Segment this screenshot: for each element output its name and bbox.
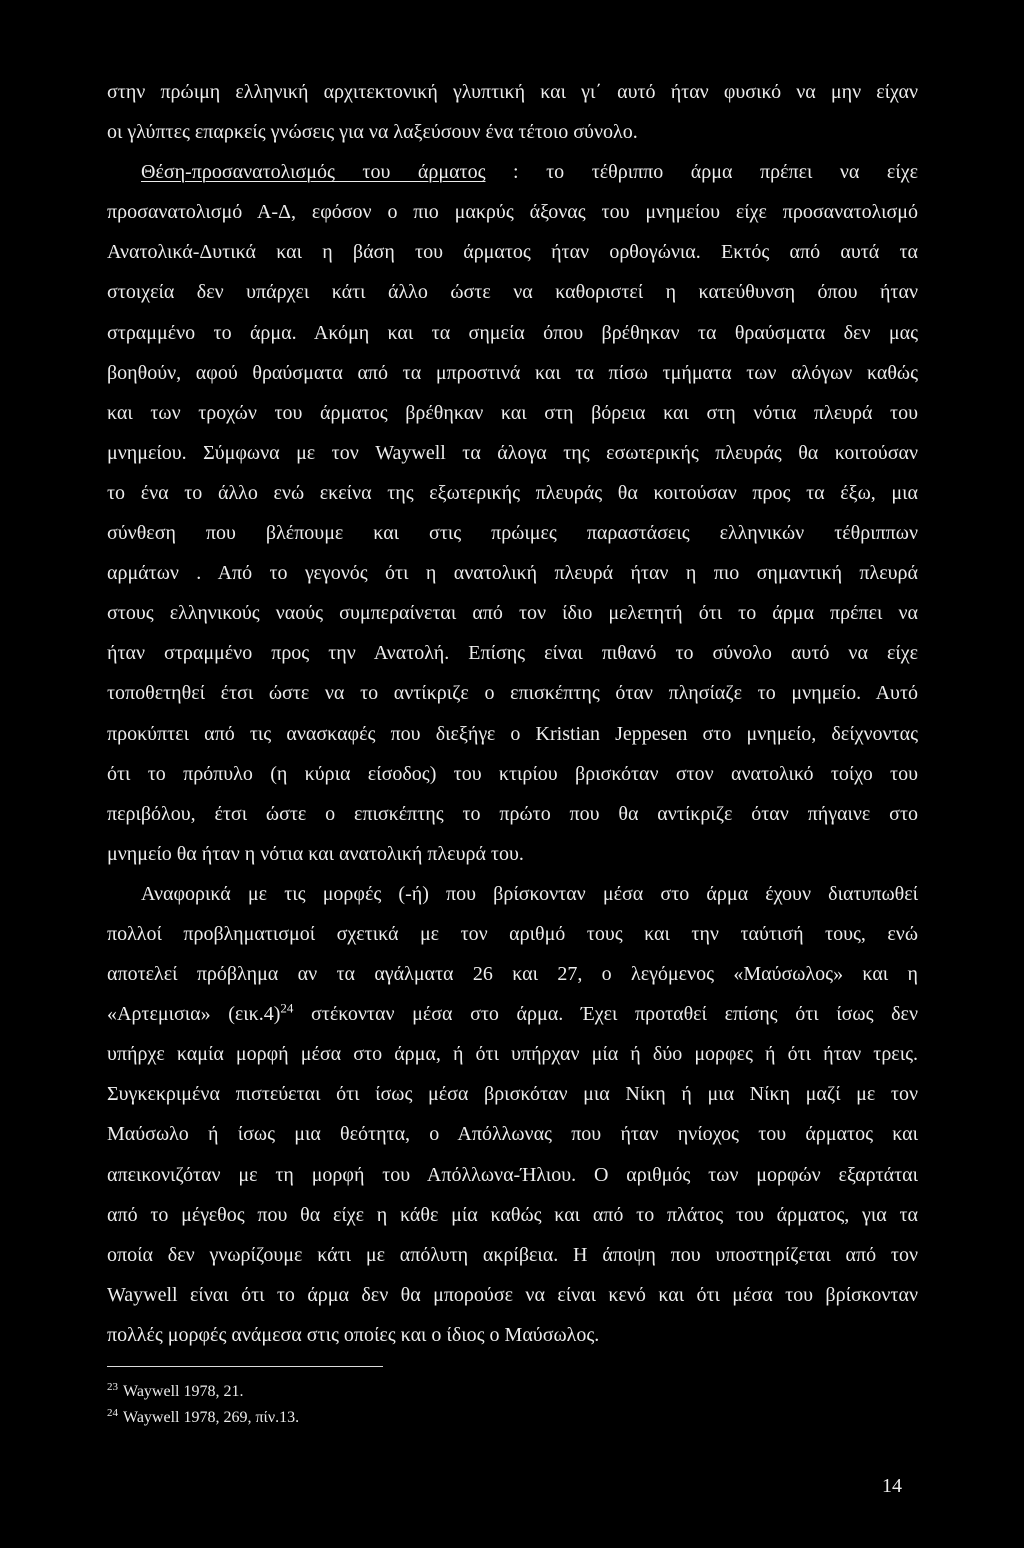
body-line: μνημείο θα ήταν η νότια και ανατολική πλευρά του. bbox=[107, 842, 524, 865]
body-line: από το μέγεθος που θα είχε η κάθε μία καθώς και από το πλάτος του άρματος, για τα bbox=[107, 1203, 918, 1226]
footnotes bbox=[107, 1379, 918, 1431]
body-line: βοηθούν, αφού θραύσματα από τα μπροστινά και τα πίσω τμήματα των αλόγων καθώς bbox=[107, 361, 918, 384]
body-line: στην πρώιμη ελληνική αρχιτεκτονική γλυπτική και γι΄ αυτό ήταν φυσικό να μην είχαν bbox=[107, 81, 918, 103]
body-line: πολλές μορφές ανάμεσα στις οποίες και ο ίδιος ο Μαύσωλος. bbox=[107, 1323, 600, 1346]
body-line: Μαύσωλο ή ίσως μια θεότητα, ο Απόλλωνας που ήταν ηνίοχος του άρματος και bbox=[107, 1123, 918, 1146]
section-heading: Θέση-προσανατολισμός του άρματος bbox=[141, 161, 486, 184]
body-line-section-start bbox=[107, 152, 918, 192]
footnote-text: Waywell 1978, 21. bbox=[123, 1383, 244, 1400]
body-line: απεικονιζόταν με τη μορφή του Απόλλωνα-Ήλιου. Ο αριθμός των μορφών εξαρτάται bbox=[107, 1163, 918, 1186]
body-line: προσανατολισμό Α-Δ, εφόσον ο πιο μακρύς άξονας του μνημείου είχε προσανατολισμό bbox=[107, 201, 918, 224]
body-line: στους ελληνικούς ναούς συμπεραίνεται από τον ίδιο μελετητή ότι το άρμα πρέπει να bbox=[107, 602, 918, 625]
body-line: αρμάτων . Από το γεγονός ότι η ανατολική πλευρά ήταν η πιο σημαντική πλευρά bbox=[107, 562, 918, 585]
body-line: υπήρχε καμία μορφή μέσα στο άρμα, ή ότι υπήρχαν μία ή δύο μορφες ή ότι ήταν τρεις. bbox=[107, 1043, 918, 1066]
footnote bbox=[107, 1379, 918, 1405]
body-line: στραμμένο το άρμα. Ακόμη και τα σημεία όπου βρέθηκαν τα θραύσματα δεν μας bbox=[107, 321, 918, 344]
page-number: 14 bbox=[882, 1475, 902, 1497]
footnote-text: Waywell 1978, 269, πίν.13. bbox=[123, 1409, 300, 1426]
body-line: περιβόλου, έτσι ώστε ο επισκέπτης το πρώτο που θα αντίκριζε όταν πήγαινε στο bbox=[107, 802, 918, 825]
footnote-marker: 23 bbox=[107, 1380, 118, 1393]
body-line-text: «Αρτεμισια» (εικ.4) bbox=[107, 1003, 281, 1026]
body-line-text: στέκονταν μέσα στο άρμα. Έχει προταθεί επίσης ότι ίσως δεν bbox=[293, 1003, 918, 1026]
body-line: αποτελεί πρόβλημα αν τα αγάλματα 26 και 27, ο λεγόμενος «Μαύσωλος» και η bbox=[107, 963, 918, 986]
body-line: μνημείου. Σύμφωνα με τον Waywell τα άλογα της εσωτερικής πλευράς θα κοιτούσαν bbox=[107, 441, 918, 464]
footnote-marker: 24 bbox=[107, 1406, 118, 1419]
body-line-text: : το τέθριππο άρμα πρέπει να είχε bbox=[485, 161, 918, 184]
body-line-paragraph-start: Αναφορικά με τις μορφές (-ή) που βρίσκονταν μέσα στο άρμα έχουν διατυπωθεί bbox=[141, 882, 918, 905]
body-line: και των τροχών του άρματος βρέθηκαν και στη βόρεια και στη νότια πλευρά του bbox=[107, 401, 918, 424]
body-line: Ανατολικά-Δυτικά και η βάση του άρματος ήταν ορθογώνια. Εκτός από αυτά τα bbox=[107, 241, 918, 264]
body-line: ότι το πρόπυλο (η κύρια είσοδος) του κτιρίου βρισκόταν στον ανατολικό τοίχο του bbox=[107, 762, 918, 785]
body-line: στοιχεία δεν υπάρχει κάτι άλλο ώστε να καθοριστεί η κατεύθυνση όπου ήταν bbox=[107, 281, 918, 304]
body-line: ήταν στραμμένο προς την Ανατολή. Επίσης είναι πιθανό το σύνολο αυτό να είχε bbox=[107, 642, 918, 665]
body-line: σύνθεση που βλέπουμε και στις πρώιμες παραστάσεις ελληνικών τέθριππων bbox=[107, 522, 918, 545]
body-line: πολλοί προβληματισμοί σχετικά με τον αριθμό τους και την ταύτισή τους, ενώ bbox=[107, 922, 918, 945]
body-line-with-footnote-ref bbox=[107, 994, 918, 1034]
body-line: το ένα το άλλο ενώ εκείνα της εξωτερικής πλευράς θα κοιτούσαν προς τα έξω, μια bbox=[107, 481, 918, 504]
footnote bbox=[107, 1405, 918, 1431]
body-line: οι γλύπτες επαρκείς γνώσεις για να λαξεύσουν ένα τέτοιο σύνολο. bbox=[107, 121, 638, 144]
footnote-ref[interactable]: 24 bbox=[280, 1000, 294, 1016]
body-line: Συγκεκριμένα πιστεύεται ότι ίσως μέσα βρισκόταν μια Νίκη ή μια Νίκη μαζί με τον bbox=[107, 1083, 918, 1106]
body-line: οποία δεν γνωρίζουμε κάτι με απόλυτη ακρίβεια. Η άποψη που υποστηρίζεται από τον bbox=[107, 1243, 918, 1266]
footnote-separator bbox=[107, 1366, 383, 1367]
body-line: τοποθετηθεί έτσι ώστε να το αντίκριζε ο επισκέπτης όταν πλησίαζε το μνημείο. Αυτό bbox=[107, 682, 918, 705]
body-line: προκύπτει από τις ανασκαφές που διεξήγε ο Kristian Jeppesen στο μνημείο, δείχνοντας bbox=[107, 722, 918, 745]
body-line: Waywell είναι ότι το άρμα δεν θα μπορούσε να είναι κενό και ότι μέσα του βρίσκονταν bbox=[107, 1283, 918, 1306]
body-text bbox=[107, 72, 918, 1355]
